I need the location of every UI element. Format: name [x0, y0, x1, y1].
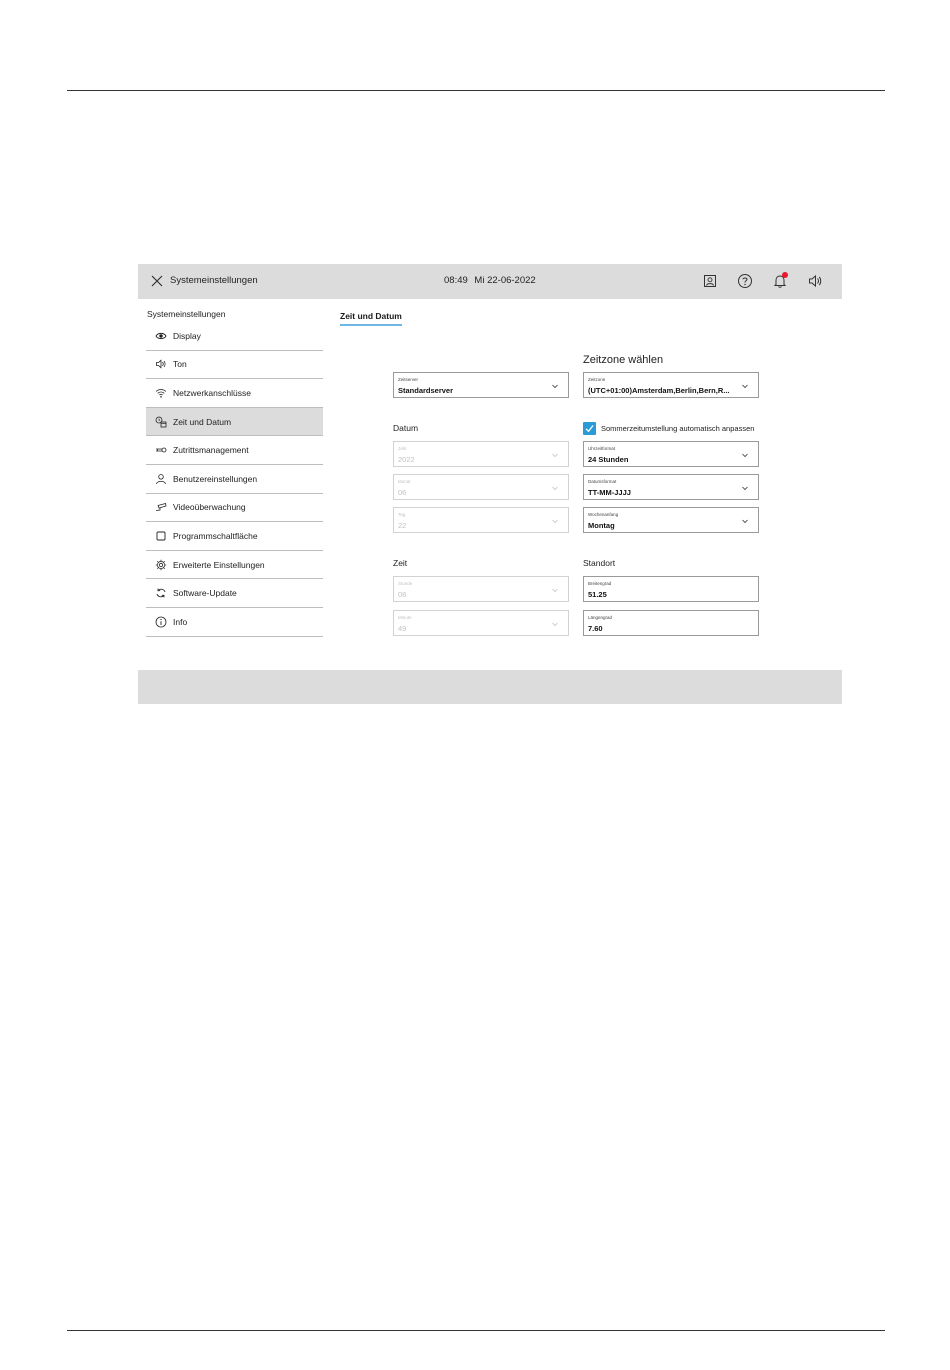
- refresh-icon: [155, 587, 167, 599]
- bell-icon[interactable]: [772, 273, 788, 289]
- field-label: Monat: [398, 479, 411, 484]
- location-heading: Standort: [583, 558, 616, 568]
- wifi-icon: [155, 387, 167, 399]
- notification-badge: [782, 272, 788, 278]
- window-title: Systemeinstellungen: [170, 275, 258, 286]
- timezone-heading: Zeitzone wählen: [583, 354, 664, 366]
- page-footer-rule: [67, 1330, 885, 1331]
- settings-sidebar: [146, 308, 323, 637]
- tab-zeit-und-datum[interactable]: Zeit und Datum: [340, 311, 402, 326]
- field-value: 06: [398, 488, 407, 497]
- chevron-down-icon: [741, 451, 749, 459]
- sidebar-item-label: Zeit und Datum: [173, 416, 232, 427]
- field-label: Jahr: [398, 446, 407, 451]
- chevron-down-icon: [741, 517, 749, 525]
- hour-select: [393, 576, 569, 602]
- checkmark-icon: [584, 423, 595, 434]
- field-label: Minute: [398, 615, 412, 620]
- sidebar-item-zutrittsmanagement[interactable]: [146, 436, 323, 465]
- field-label: Tag: [398, 512, 406, 517]
- chevron-down-icon: [551, 620, 559, 628]
- latitude-field[interactable]: [583, 576, 759, 602]
- sidebar-item-label: Ton: [173, 359, 187, 370]
- sidebar-item-label: Netzwerkanschlüsse: [173, 387, 251, 398]
- bottom-bar: [138, 670, 842, 704]
- dst-checkbox-label: Sommerzeitumstellung automatisch anpassen: [601, 424, 755, 433]
- help-icon[interactable]: [737, 273, 753, 289]
- sidebar-item-label: Software-Update: [173, 588, 237, 599]
- sidebar-heading: Systemeinstellungen: [147, 309, 226, 319]
- chevron-down-icon: [551, 484, 559, 492]
- top-bar: [138, 264, 842, 299]
- clock-date: Mi 22-06-2022: [474, 275, 536, 286]
- dst-checkbox[interactable]: [583, 422, 596, 435]
- timezone-select[interactable]: [583, 372, 759, 398]
- month-select: [393, 474, 569, 500]
- week-start-select[interactable]: [583, 507, 759, 533]
- sidebar-item-videoueberwachung[interactable]: [146, 494, 323, 523]
- sidebar-item-display[interactable]: [146, 322, 323, 351]
- info-icon: [155, 616, 167, 628]
- dst-checkbox-row[interactable]: [583, 422, 754, 435]
- sidebar-item-software-update[interactable]: [146, 579, 323, 608]
- speaker-icon[interactable]: [807, 273, 823, 289]
- speaker-icon: [155, 358, 167, 370]
- settings-window: [138, 264, 842, 704]
- field-value: 22: [398, 521, 407, 530]
- sidebar-item-benutzereinstellungen[interactable]: [146, 465, 323, 494]
- eye-icon: [155, 330, 167, 342]
- sidebar-item-erweiterte-einstellungen[interactable]: [146, 551, 323, 580]
- field-value: Standardserver: [398, 386, 454, 395]
- field-label: Zeitzone: [588, 377, 606, 382]
- field-label: Stunde: [398, 581, 413, 586]
- chevron-down-icon: [551, 382, 559, 390]
- time-heading: Zeit: [393, 558, 408, 568]
- close-icon[interactable]: [150, 274, 164, 288]
- key-icon: [155, 444, 167, 456]
- sidebar-item-netzwerk[interactable]: [146, 379, 323, 408]
- clock-format-select[interactable]: [583, 441, 759, 467]
- sidebar-item-label: Info: [173, 616, 188, 627]
- longitude-field[interactable]: [583, 610, 759, 636]
- field-label: Uhrzeitformat: [588, 446, 616, 451]
- sidebar-item-label: Benutzereinstellungen: [173, 473, 258, 484]
- field-value: 2022: [398, 455, 415, 464]
- field-value: TT-MM-JJJJ: [588, 488, 631, 497]
- day-select: [393, 507, 569, 533]
- field-label: Wochenanfang: [588, 512, 619, 517]
- field-value: (UTC+01:00)Amsterdam,Berlin,Bern,R...: [588, 386, 730, 395]
- sidebar-item-programmschaltflaeche[interactable]: [146, 522, 323, 551]
- field-label: Längengrad: [588, 615, 613, 620]
- sidebar-item-label: Zutrittsmanagement: [173, 445, 249, 456]
- clock-date-icon: [155, 416, 167, 428]
- field-value: 24 Stunden: [588, 455, 629, 464]
- minute-select: [393, 610, 569, 636]
- contact-card-icon[interactable]: [702, 273, 718, 289]
- clock-display: [444, 275, 536, 286]
- gear-icon: [155, 559, 167, 571]
- field-value: 08: [398, 590, 407, 599]
- date-format-select[interactable]: [583, 474, 759, 500]
- sidebar-item-label: Videoüberwachung: [173, 502, 246, 513]
- sidebar-item-label: Display: [173, 330, 201, 341]
- chevron-down-icon: [741, 484, 749, 492]
- field-label: Zeitserver: [398, 377, 419, 382]
- time-date-panel: [340, 308, 840, 658]
- field-value: 49: [398, 624, 407, 633]
- sidebar-item-ton[interactable]: [146, 351, 323, 380]
- sidebar-item-info[interactable]: [146, 608, 323, 637]
- sidebar-item-label: Programmschaltfläche: [173, 530, 258, 541]
- chevron-down-icon: [741, 382, 749, 390]
- camera-icon: [155, 501, 167, 513]
- user-icon: [155, 473, 167, 485]
- square-icon: [155, 530, 167, 542]
- field-value: Montag: [588, 521, 615, 530]
- year-select: [393, 441, 569, 467]
- field-value: 7.60: [588, 624, 603, 633]
- date-heading: Datum: [393, 423, 419, 433]
- field-label: Breitengrad: [588, 581, 612, 586]
- field-label: Datumsformat: [588, 479, 617, 484]
- field-value: 51.25: [588, 590, 607, 599]
- timeserver-select[interactable]: [393, 372, 569, 398]
- chevron-down-icon: [551, 586, 559, 594]
- clock-time: 08:49: [444, 275, 468, 286]
- sidebar-item-label: Erweiterte Einstellungen: [173, 559, 265, 570]
- page-header-rule: [67, 90, 885, 91]
- sidebar-item-zeit-und-datum[interactable]: [146, 408, 323, 437]
- chevron-down-icon: [551, 451, 559, 459]
- chevron-down-icon: [551, 517, 559, 525]
